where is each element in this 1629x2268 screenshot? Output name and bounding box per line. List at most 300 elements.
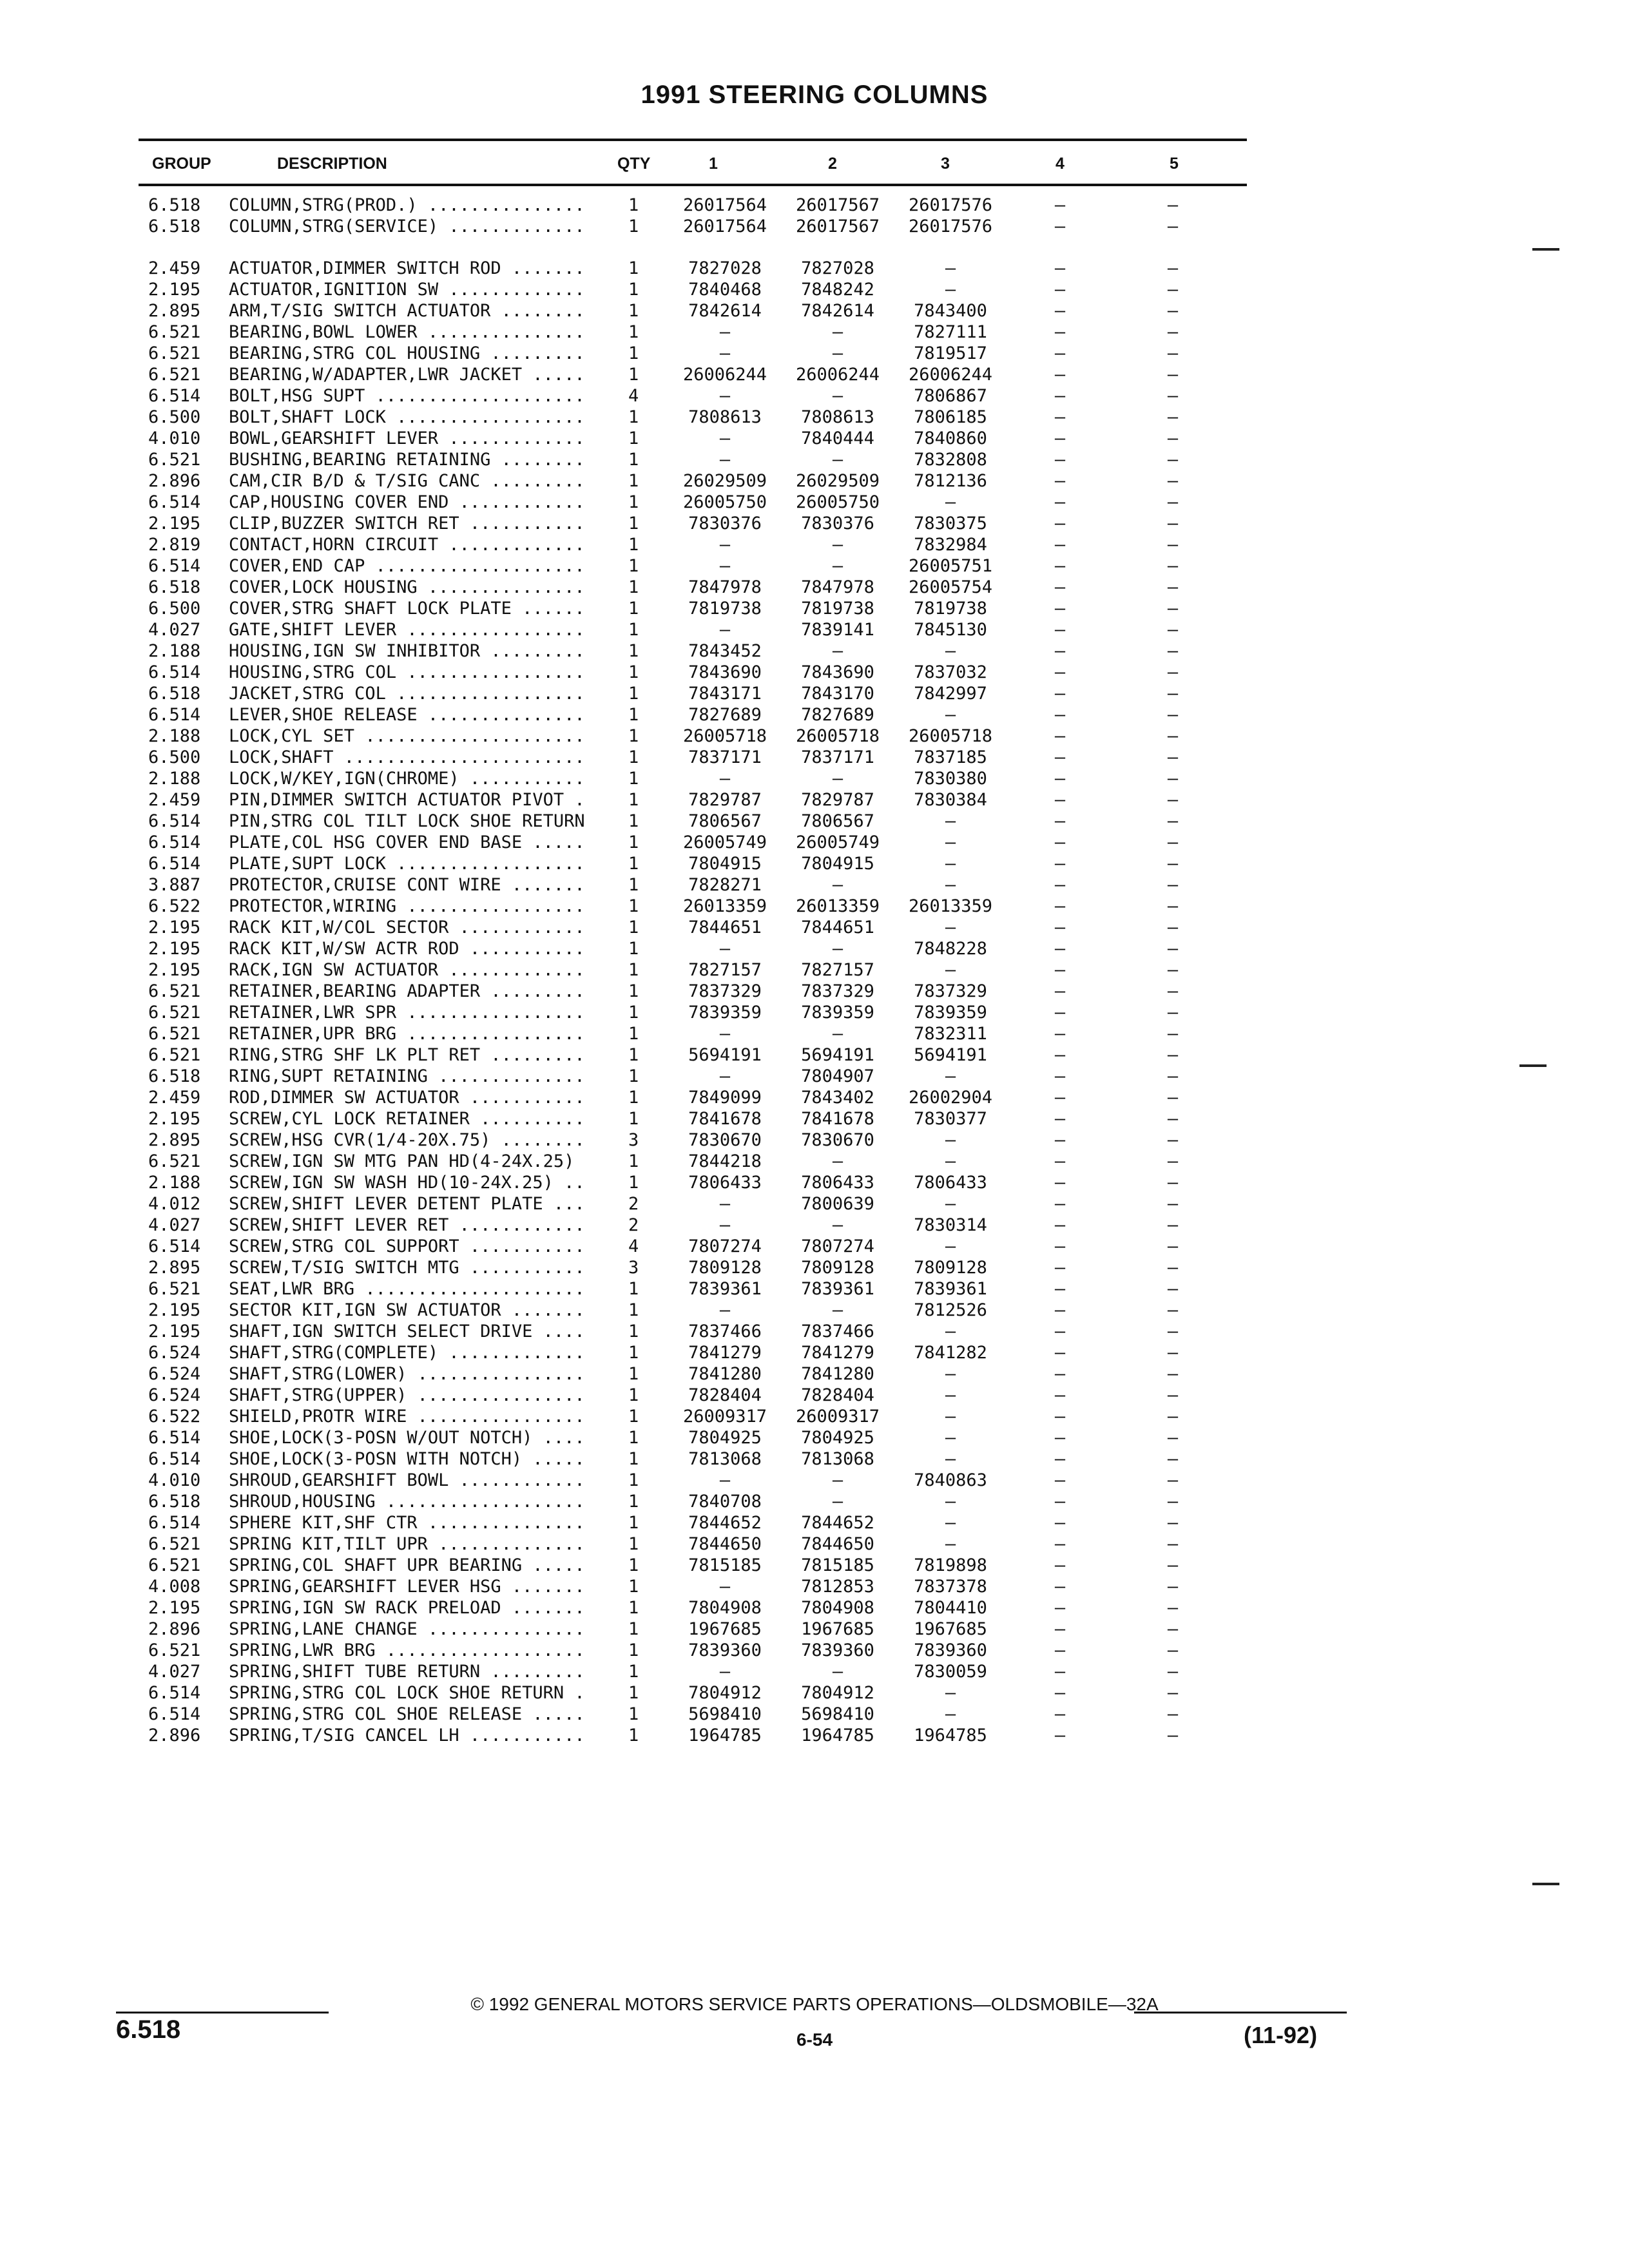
col3-cell: 7806185 <box>914 407 987 427</box>
description-cell: PLATE,SUPT LOCK .................. <box>229 854 585 874</box>
description-cell: COVER,END CAP .................... <box>229 556 585 576</box>
table-row <box>0 1257 1629 1278</box>
group-cell: 2.188 <box>148 769 201 789</box>
col3-cell: 7812526 <box>914 1300 987 1320</box>
table-row <box>0 1427 1629 1448</box>
col4-cell: — <box>1054 832 1066 852</box>
col4-cell: — <box>1054 1364 1066 1384</box>
qty-cell: 1 <box>628 769 639 789</box>
table-row <box>0 513 1629 534</box>
col3-cell: 7842997 <box>914 684 987 704</box>
col2-cell: 7840444 <box>801 428 874 448</box>
group-cell: 6.514 <box>148 1449 201 1469</box>
col4-cell: — <box>1054 1428 1066 1448</box>
table-row <box>0 619 1629 640</box>
col5-cell: — <box>1167 216 1179 236</box>
group-cell: 2.459 <box>148 790 201 810</box>
col3-cell: — <box>945 1066 956 1086</box>
col5-cell: — <box>1167 662 1179 682</box>
table-row <box>0 555 1629 577</box>
table-row <box>0 1533 1629 1555</box>
col5-cell: — <box>1167 450 1179 470</box>
col1-cell: 7804912 <box>688 1683 762 1703</box>
col1-cell: 7841279 <box>688 1343 762 1363</box>
col2-cell: — <box>832 535 843 555</box>
col5-cell: — <box>1167 1449 1179 1469</box>
col3-cell: 26005754 <box>908 577 993 597</box>
col2-cell: — <box>832 386 843 406</box>
description-cell: RETAINER,UPR BRG ................. <box>229 1024 585 1044</box>
group-cell: 2.188 <box>148 1173 201 1193</box>
qty-cell: 1 <box>628 216 639 236</box>
col4-cell: — <box>1054 1640 1066 1660</box>
col3-cell: 26006244 <box>908 365 993 385</box>
col2-cell: 7806567 <box>801 811 874 831</box>
col4-cell: — <box>1054 1619 1066 1639</box>
description-cell: BEARING,W/ADAPTER,LWR JACKET ..... <box>229 365 585 385</box>
col4-cell: — <box>1054 1088 1066 1108</box>
col5-cell: — <box>1167 1194 1179 1214</box>
table-row <box>0 789 1629 811</box>
col1-cell: 7806433 <box>688 1173 762 1193</box>
col1-cell: 7839361 <box>688 1279 762 1299</box>
col1-cell: 26017564 <box>682 216 767 236</box>
col1-cell: 7847978 <box>688 577 762 597</box>
qty-cell: 1 <box>628 1343 639 1363</box>
col1-cell: 7806567 <box>688 811 762 831</box>
col2-cell: — <box>832 556 843 576</box>
table-row <box>0 1704 1629 1725</box>
col1-cell: — <box>719 1470 731 1490</box>
col4-cell: — <box>1054 1300 1066 1320</box>
col1-cell: 7843690 <box>688 662 762 682</box>
col3-cell: 26005718 <box>908 726 993 746</box>
col4-cell: — <box>1054 1236 1066 1256</box>
col1-cell: 7837329 <box>688 981 762 1001</box>
col4-cell: — <box>1054 1003 1066 1023</box>
col5-cell: — <box>1167 1300 1179 1320</box>
description-cell: CONTACT,HORN CIRCUIT ............. <box>229 535 585 555</box>
description-cell: LOCK,SHAFT ....................... <box>229 747 585 767</box>
col4-cell: — <box>1054 577 1066 597</box>
col2-cell: 7829787 <box>801 790 874 810</box>
group-cell: 6.518 <box>148 684 201 704</box>
table-row <box>0 874 1629 896</box>
col1-cell: 7841678 <box>688 1109 762 1129</box>
description-cell: SHROUD,HOUSING ................... <box>229 1492 585 1512</box>
col5-cell: — <box>1167 1045 1179 1065</box>
table-row <box>0 1512 1629 1533</box>
col1-cell: — <box>719 322 731 342</box>
group-cell: 6.500 <box>148 407 201 427</box>
group-cell: 2.188 <box>148 641 201 661</box>
col1-cell: — <box>719 343 731 363</box>
col2-cell: — <box>832 322 843 342</box>
col4-cell: — <box>1054 599 1066 619</box>
col5-cell: — <box>1167 1343 1179 1363</box>
col5-cell: — <box>1167 1492 1179 1512</box>
col2-cell: 7804925 <box>801 1428 874 1448</box>
qty-cell: 1 <box>628 620 639 640</box>
col1-cell: 26029509 <box>682 471 767 491</box>
col3-cell: 7841282 <box>914 1343 987 1363</box>
col1-cell: 7837171 <box>688 747 762 767</box>
description-cell: BEARING,BOWL LOWER ............... <box>229 322 585 342</box>
col3-cell: — <box>945 960 956 980</box>
table-row <box>0 1300 1629 1321</box>
col3-cell: 7839360 <box>914 1640 987 1660</box>
qty-cell: 1 <box>628 790 639 810</box>
qty-cell: 3 <box>628 1258 639 1278</box>
col2-cell: — <box>832 1024 843 1044</box>
col5-cell: — <box>1167 1003 1179 1023</box>
col3-cell: — <box>945 280 956 300</box>
qty-cell: 1 <box>628 1300 639 1320</box>
table-row <box>0 1066 1629 1087</box>
table-row <box>0 577 1629 598</box>
col2-cell: — <box>832 641 843 661</box>
group-cell: 6.518 <box>148 195 201 215</box>
description-cell: RETAINER,LWR SPR ................. <box>229 1003 585 1023</box>
col2-cell: — <box>832 1300 843 1320</box>
col2-cell: 7830670 <box>801 1130 874 1150</box>
col1-cell: 7809128 <box>688 1258 762 1278</box>
qty-cell: 1 <box>628 1449 639 1469</box>
col2-cell: 7830376 <box>801 514 874 533</box>
group-cell: 2.195 <box>148 1300 201 1320</box>
group-cell: 6.514 <box>148 1236 201 1256</box>
col5-cell: — <box>1167 1364 1179 1384</box>
footer-date-code: (11-92) <box>1244 2022 1318 2048</box>
qty-cell: 1 <box>628 684 639 704</box>
qty-cell: 1 <box>628 492 639 512</box>
col3-cell: 5694191 <box>914 1045 987 1065</box>
col1-cell: 7837466 <box>688 1321 762 1341</box>
col3-cell: — <box>945 641 956 661</box>
col1-cell: 7830376 <box>688 514 762 533</box>
group-cell: 6.521 <box>148 322 201 342</box>
table-row <box>0 1363 1629 1385</box>
col3-cell: 7832808 <box>914 450 987 470</box>
description-cell: SCREW,SHIFT LEVER DETENT PLATE ... <box>229 1194 585 1214</box>
qty-cell: 1 <box>628 896 639 916</box>
col1-cell: 7843452 <box>688 641 762 661</box>
table-row <box>0 896 1629 917</box>
col1-cell: 7849099 <box>688 1088 762 1108</box>
table-row <box>0 407 1629 428</box>
col1-cell: 7828404 <box>688 1385 762 1405</box>
qty-cell: 1 <box>628 1492 639 1512</box>
qty-cell: 4 <box>628 386 639 406</box>
col1-cell: 26006244 <box>682 365 767 385</box>
col2-cell: — <box>832 1151 843 1171</box>
col4-cell: — <box>1054 747 1066 767</box>
description-cell: SCREW,HSG CVR(1/4-20X.75) ........ <box>229 1130 585 1150</box>
col5-cell: — <box>1167 790 1179 810</box>
col2-cell: — <box>832 1662 843 1682</box>
group-cell: 6.518 <box>148 577 201 597</box>
table-row <box>0 1640 1629 1661</box>
col5-cell: — <box>1167 471 1179 491</box>
col4-cell: — <box>1054 1109 1066 1129</box>
description-cell: SPRING,STRG COL LOCK SHOE RETURN . <box>229 1683 585 1703</box>
col1-cell: 7819738 <box>688 599 762 619</box>
col2-cell: — <box>832 450 843 470</box>
col3-cell: 7827111 <box>914 322 987 342</box>
col3-cell: — <box>945 1364 956 1384</box>
group-cell: 2.195 <box>148 918 201 937</box>
col2-cell: — <box>832 1470 843 1490</box>
group-cell: 4.012 <box>148 1194 201 1214</box>
col1-cell: 7808613 <box>688 407 762 427</box>
description-cell: SEAT,LWR BRG ..................... <box>229 1279 585 1299</box>
col3-cell: — <box>945 854 956 874</box>
col2-cell: 7815185 <box>801 1555 874 1575</box>
col4-cell: — <box>1054 386 1066 406</box>
qty-cell: 1 <box>628 1555 639 1575</box>
col2-cell: 7843690 <box>801 662 874 682</box>
description-cell: ACTUATOR,DIMMER SWITCH ROD ....... <box>229 258 585 278</box>
description-cell: RING,SUPT RETAINING .............. <box>229 1066 585 1086</box>
col2-cell: 7842614 <box>801 301 874 321</box>
col5-cell: — <box>1167 1173 1179 1193</box>
table-row <box>0 216 1629 237</box>
qty-cell: 2 <box>628 1215 639 1235</box>
table-row <box>0 832 1629 853</box>
col2-cell: 7847978 <box>801 577 874 597</box>
col1-cell: 1967685 <box>688 1619 762 1639</box>
col3-cell: — <box>945 832 956 852</box>
col3-cell: 7830375 <box>914 514 987 533</box>
qty-cell: 1 <box>628 981 639 1001</box>
col4-cell: — <box>1054 514 1066 533</box>
col3-cell: — <box>945 705 956 725</box>
col2-cell: 7837171 <box>801 747 874 767</box>
col5-cell: — <box>1167 280 1179 300</box>
table-row <box>0 747 1629 768</box>
col5-cell: — <box>1167 1130 1179 1150</box>
col4-cell: — <box>1054 322 1066 342</box>
col-header-group: GROUP <box>152 155 211 173</box>
description-cell: ACTUATOR,IGNITION SW ............. <box>229 280 585 300</box>
col1-cell: 7844652 <box>688 1513 762 1533</box>
qty-cell: 1 <box>628 939 639 959</box>
col4-cell: — <box>1054 1258 1066 1278</box>
col1-cell: — <box>719 620 731 640</box>
table-row <box>0 1236 1629 1257</box>
group-cell: 6.521 <box>148 343 201 363</box>
group-cell: 2.895 <box>148 1130 201 1150</box>
table-row <box>0 1129 1629 1151</box>
col5-cell: — <box>1167 492 1179 512</box>
qty-cell: 1 <box>628 854 639 874</box>
col1-cell: 7830670 <box>688 1130 762 1150</box>
page-title: 1991 STEERING COLUMNS <box>641 81 988 109</box>
col1-cell: 26005750 <box>682 492 767 512</box>
col2-cell: — <box>832 343 843 363</box>
col4-cell: — <box>1054 1215 1066 1235</box>
group-cell: 2.819 <box>148 535 201 555</box>
col4-cell: — <box>1054 620 1066 640</box>
col5-cell: — <box>1167 747 1179 767</box>
col5-cell: — <box>1167 960 1179 980</box>
description-cell: COLUMN,STRG(SERVICE) ............. <box>229 216 585 236</box>
col3-cell: 7804410 <box>914 1598 987 1618</box>
col5-cell: — <box>1167 407 1179 427</box>
col2-cell: — <box>832 875 843 895</box>
qty-cell: 1 <box>628 1577 639 1597</box>
col5-cell: — <box>1167 343 1179 363</box>
table-row <box>0 1278 1629 1300</box>
col4-cell: — <box>1054 1407 1066 1427</box>
description-cell: ROD,DIMMER SW ACTUATOR ........... <box>229 1088 585 1108</box>
description-cell: SHAFT,STRG(LOWER) ................ <box>229 1364 585 1384</box>
group-cell: 6.514 <box>148 662 201 682</box>
description-cell: LEVER,SHOE RELEASE ............... <box>229 705 585 725</box>
col3-cell: — <box>945 1151 956 1171</box>
qty-cell: 1 <box>628 1151 639 1171</box>
group-cell: 6.514 <box>148 386 201 406</box>
col-header-5: 5 <box>1170 155 1179 173</box>
col4-cell: — <box>1054 641 1066 661</box>
group-cell: 2.195 <box>148 1109 201 1129</box>
table-row <box>0 1725 1629 1746</box>
col4-cell: — <box>1054 1470 1066 1490</box>
col1-cell: 7827028 <box>688 258 762 278</box>
description-cell: SHAFT,IGN SWITCH SELECT DRIVE .... <box>229 1321 585 1341</box>
col2-cell: 7841280 <box>801 1364 874 1384</box>
group-cell: 6.521 <box>148 1534 201 1554</box>
col4-cell: — <box>1054 343 1066 363</box>
col2-cell: — <box>832 1492 843 1512</box>
group-cell: 6.514 <box>148 492 201 512</box>
col3-cell: 26005751 <box>908 556 993 576</box>
col4-cell: — <box>1054 705 1066 725</box>
col4-cell: — <box>1054 1173 1066 1193</box>
group-cell: 2.195 <box>148 514 201 533</box>
col5-cell: — <box>1167 684 1179 704</box>
col3-cell: 7840863 <box>914 1470 987 1490</box>
col2-cell: 7837466 <box>801 1321 874 1341</box>
col5-cell: — <box>1167 428 1179 448</box>
description-cell: CAP,HOUSING COVER END ............ <box>229 492 585 512</box>
qty-cell: 1 <box>628 195 639 215</box>
col5-cell: — <box>1167 1258 1179 1278</box>
table-row <box>0 1342 1629 1363</box>
col3-cell: 7830380 <box>914 769 987 789</box>
col4-cell: — <box>1054 960 1066 980</box>
col3-cell: 7837185 <box>914 747 987 767</box>
qty-cell: 1 <box>628 1407 639 1427</box>
col1-cell: 7840468 <box>688 280 762 300</box>
description-cell: SCREW,CYL LOCK RETAINER .......... <box>229 1109 585 1129</box>
group-cell: 2.195 <box>148 280 201 300</box>
qty-cell: 1 <box>628 1003 639 1023</box>
table-row <box>0 662 1629 683</box>
table-row <box>0 343 1629 364</box>
group-cell: 4.010 <box>148 428 201 448</box>
qty-cell: 1 <box>628 641 639 661</box>
qty-cell: 1 <box>628 1428 639 1448</box>
table-row <box>0 1661 1629 1682</box>
margin-mark <box>1532 248 1559 251</box>
col5-cell: — <box>1167 705 1179 725</box>
col4-cell: — <box>1054 790 1066 810</box>
group-cell: 2.896 <box>148 1619 201 1639</box>
col1-cell: 7815185 <box>688 1555 762 1575</box>
col5-cell: — <box>1167 1321 1179 1341</box>
qty-cell: 1 <box>628 875 639 895</box>
qty-cell: 1 <box>628 407 639 427</box>
col2-cell: 26013359 <box>795 896 880 916</box>
col1-cell: 5698410 <box>688 1704 762 1724</box>
description-cell: SPRING,COL SHAFT UPR BEARING ..... <box>229 1555 585 1575</box>
page-number: 6-54 <box>796 2030 833 2050</box>
col4-cell: — <box>1054 1151 1066 1171</box>
col-header-1: 1 <box>709 155 718 173</box>
col5-cell: — <box>1167 1428 1179 1448</box>
group-cell: 6.521 <box>148 1045 201 1065</box>
col4-cell: — <box>1054 684 1066 704</box>
table-row <box>0 492 1629 513</box>
col1-cell: 7827157 <box>688 960 762 980</box>
col2-cell: 7804912 <box>801 1683 874 1703</box>
col1-cell: 26009317 <box>682 1407 767 1427</box>
table-row <box>0 938 1629 959</box>
qty-cell: 1 <box>628 832 639 852</box>
col3-cell: 7812136 <box>914 471 987 491</box>
table-row <box>0 640 1629 662</box>
description-cell: BOLT,SHAFT LOCK .................. <box>229 407 585 427</box>
description-cell: RACK,IGN SW ACTUATOR ............. <box>229 960 585 980</box>
qty-cell: 1 <box>628 726 639 746</box>
group-cell: 6.521 <box>148 1640 201 1660</box>
group-cell: 6.514 <box>148 705 201 725</box>
group-cell: 4.027 <box>148 1215 201 1235</box>
col-header-4: 4 <box>1055 155 1065 173</box>
col1-cell: 1964785 <box>688 1725 762 1745</box>
description-cell: PIN,DIMMER SWITCH ACTUATOR PIVOT . <box>229 790 585 810</box>
group-cell: 6.522 <box>148 1407 201 1427</box>
qty-cell: 1 <box>628 599 639 619</box>
col1-cell: 7827689 <box>688 705 762 725</box>
col2-cell: 7804915 <box>801 854 874 874</box>
table-row <box>0 428 1629 449</box>
col2-cell: 7804908 <box>801 1598 874 1618</box>
description-cell: BUSHING,BEARING RETAINING ........ <box>229 450 585 470</box>
table-row <box>0 1406 1629 1427</box>
description-cell: JACKET,STRG COL .................. <box>229 684 585 704</box>
col3-cell: 7819738 <box>914 599 987 619</box>
col3-cell: — <box>945 1236 956 1256</box>
col1-cell: — <box>719 450 731 470</box>
qty-cell: 1 <box>628 1385 639 1405</box>
col5-cell: — <box>1167 599 1179 619</box>
col4-cell: — <box>1054 726 1066 746</box>
col4-cell: — <box>1054 1555 1066 1575</box>
col5-cell: — <box>1167 1279 1179 1299</box>
qty-cell: 1 <box>628 705 639 725</box>
group-cell: 6.514 <box>148 811 201 831</box>
description-cell: SCREW,IGN SW MTG PAN HD(4-24X.25) <box>229 1151 575 1171</box>
table-row <box>0 1448 1629 1470</box>
group-cell: 6.521 <box>148 1003 201 1023</box>
description-cell: SHIELD,PROTR WIRE ................ <box>229 1407 585 1427</box>
col2-cell: 5694191 <box>801 1045 874 1065</box>
col5-cell: — <box>1167 1066 1179 1086</box>
col3-cell: — <box>945 258 956 278</box>
qty-cell: 1 <box>628 1173 639 1193</box>
